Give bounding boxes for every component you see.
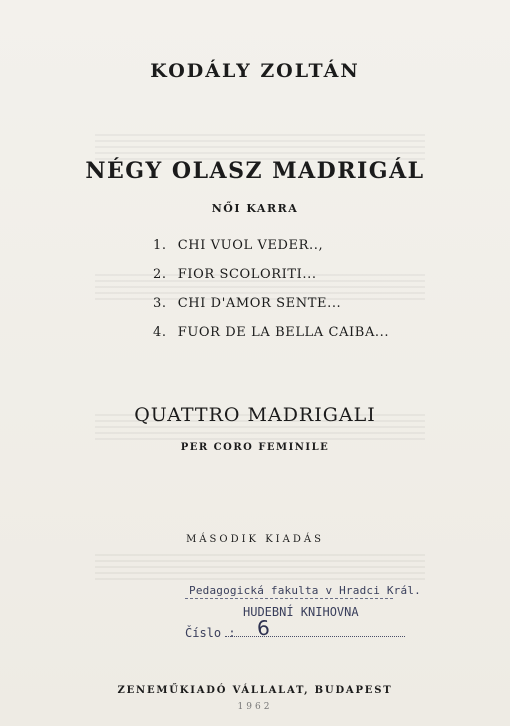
- stamp-divider: [185, 598, 393, 599]
- list-item-number: 4.: [153, 325, 167, 340]
- hungarian-title: NÉGY OLASZ MADRIGÁL: [85, 158, 425, 184]
- edition-label: MÁSODIK KIADÁS: [186, 534, 324, 545]
- list-item-title: FUOR DE LA BELLA CAIBA...: [177, 325, 390, 340]
- list-item: [153, 238, 389, 267]
- list-item-title: CHI D'AMOR SENTE...: [177, 296, 342, 311]
- list-item: [153, 325, 389, 354]
- publisher-name: ZENEMŰKIADÓ VÁLLALAT, BUDAPEST: [117, 685, 393, 696]
- stamp-department: HUDEBNÍ KNIHOVNA: [243, 605, 359, 619]
- madrigal-list: [153, 238, 389, 354]
- italian-title: QUATTRO MADRIGALI: [134, 404, 376, 426]
- list-item-number: 2.: [153, 267, 167, 282]
- stamp-handwritten-number: 6: [256, 615, 271, 641]
- list-item-title: FIOR SCOLORITI...: [177, 267, 317, 282]
- library-stamp: [185, 580, 421, 642]
- stamp-number-label: Číslo :: [185, 626, 236, 640]
- stamp-institution: Pedagogická fakulta v Hradci Král.: [189, 584, 421, 597]
- stamp-number-line: [225, 636, 405, 637]
- list-item: [153, 267, 389, 296]
- list-item-number: 1.: [153, 238, 167, 253]
- list-item-title: CHI VUOL VEDER..,: [177, 238, 324, 253]
- composer-name: KODÁLY ZOLTÁN: [150, 60, 360, 82]
- list-item: [153, 296, 389, 325]
- italian-subtitle: PER CORO FEMINILE: [180, 442, 330, 453]
- publication-year: 1962: [237, 702, 273, 712]
- list-item-number: 3.: [153, 296, 167, 311]
- hungarian-subtitle: NŐI KARRA: [211, 202, 299, 215]
